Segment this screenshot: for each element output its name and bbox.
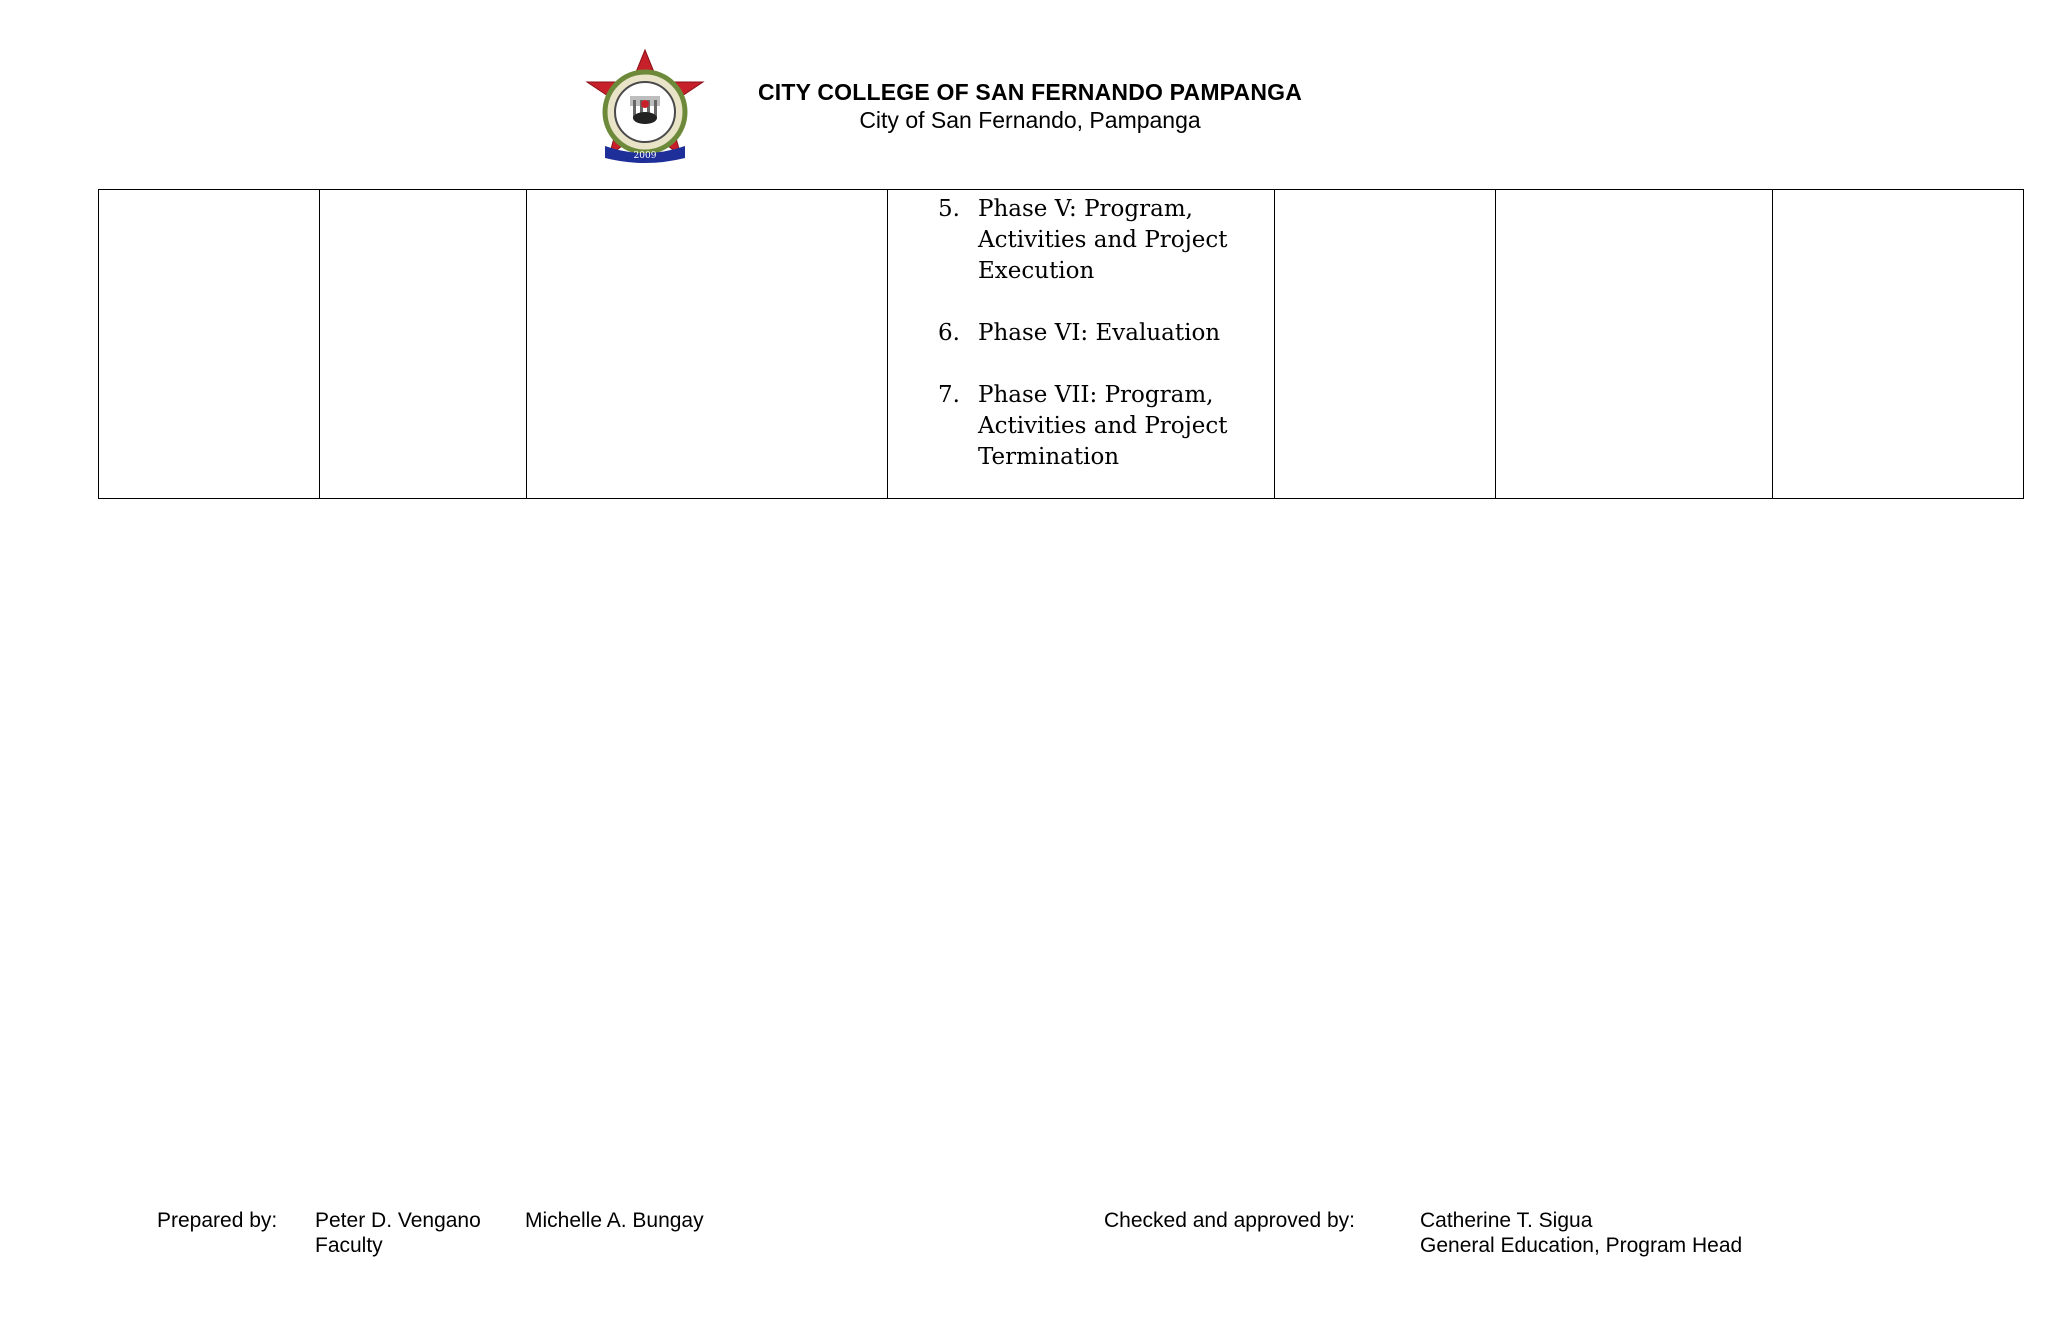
list-item (938, 380, 1274, 473)
table-cell-6 (1496, 190, 1773, 499)
school-city: City of San Fernando, Pampanga (859, 107, 1201, 133)
school-name: CITY COLLEGE OF SAN FERNANDO PAMPANGA (757, 79, 1303, 105)
preparer-2-name: Michelle A. Bungay (525, 1209, 704, 1232)
table-cell-7 (1773, 190, 2024, 499)
table-cell-2 (320, 190, 527, 499)
syllabus-table (98, 189, 2024, 499)
approved-by-label: Checked and approved by: (1104, 1209, 1356, 1232)
preparer-1-role: Faculty (315, 1234, 383, 1257)
document-header (0, 0, 2048, 180)
list-item (938, 194, 1274, 287)
phase-number: 7. (938, 382, 960, 408)
list-item (938, 318, 1274, 349)
phase-text: Phase VI: Evaluation (978, 320, 1221, 346)
table-cell-1 (99, 190, 320, 499)
approver-role: General Education, Program Head (1420, 1234, 1743, 1257)
table-row (99, 190, 2024, 499)
phase-number: 6. (938, 320, 960, 346)
table-cell-5 (1275, 190, 1496, 499)
prepared-by-label: Prepared by: (157, 1209, 278, 1232)
seal-year: 2009 (633, 151, 657, 161)
college-seal-logo (583, 48, 707, 164)
table-cell-3 (527, 190, 888, 499)
phase-list (888, 194, 1274, 473)
phase-number: 5. (938, 196, 960, 222)
seal-emblem (633, 112, 657, 124)
phase-text: Phase V: Program, Activities and Project Execution (978, 196, 1228, 284)
preparer-1-name: Peter D. Vengano (315, 1209, 481, 1232)
table-cell-phases (888, 190, 1275, 499)
phase-text: Phase VII: Program, Activities and Project Termination (978, 382, 1228, 470)
approver-name: Catherine T. Sigua (1420, 1209, 1593, 1232)
